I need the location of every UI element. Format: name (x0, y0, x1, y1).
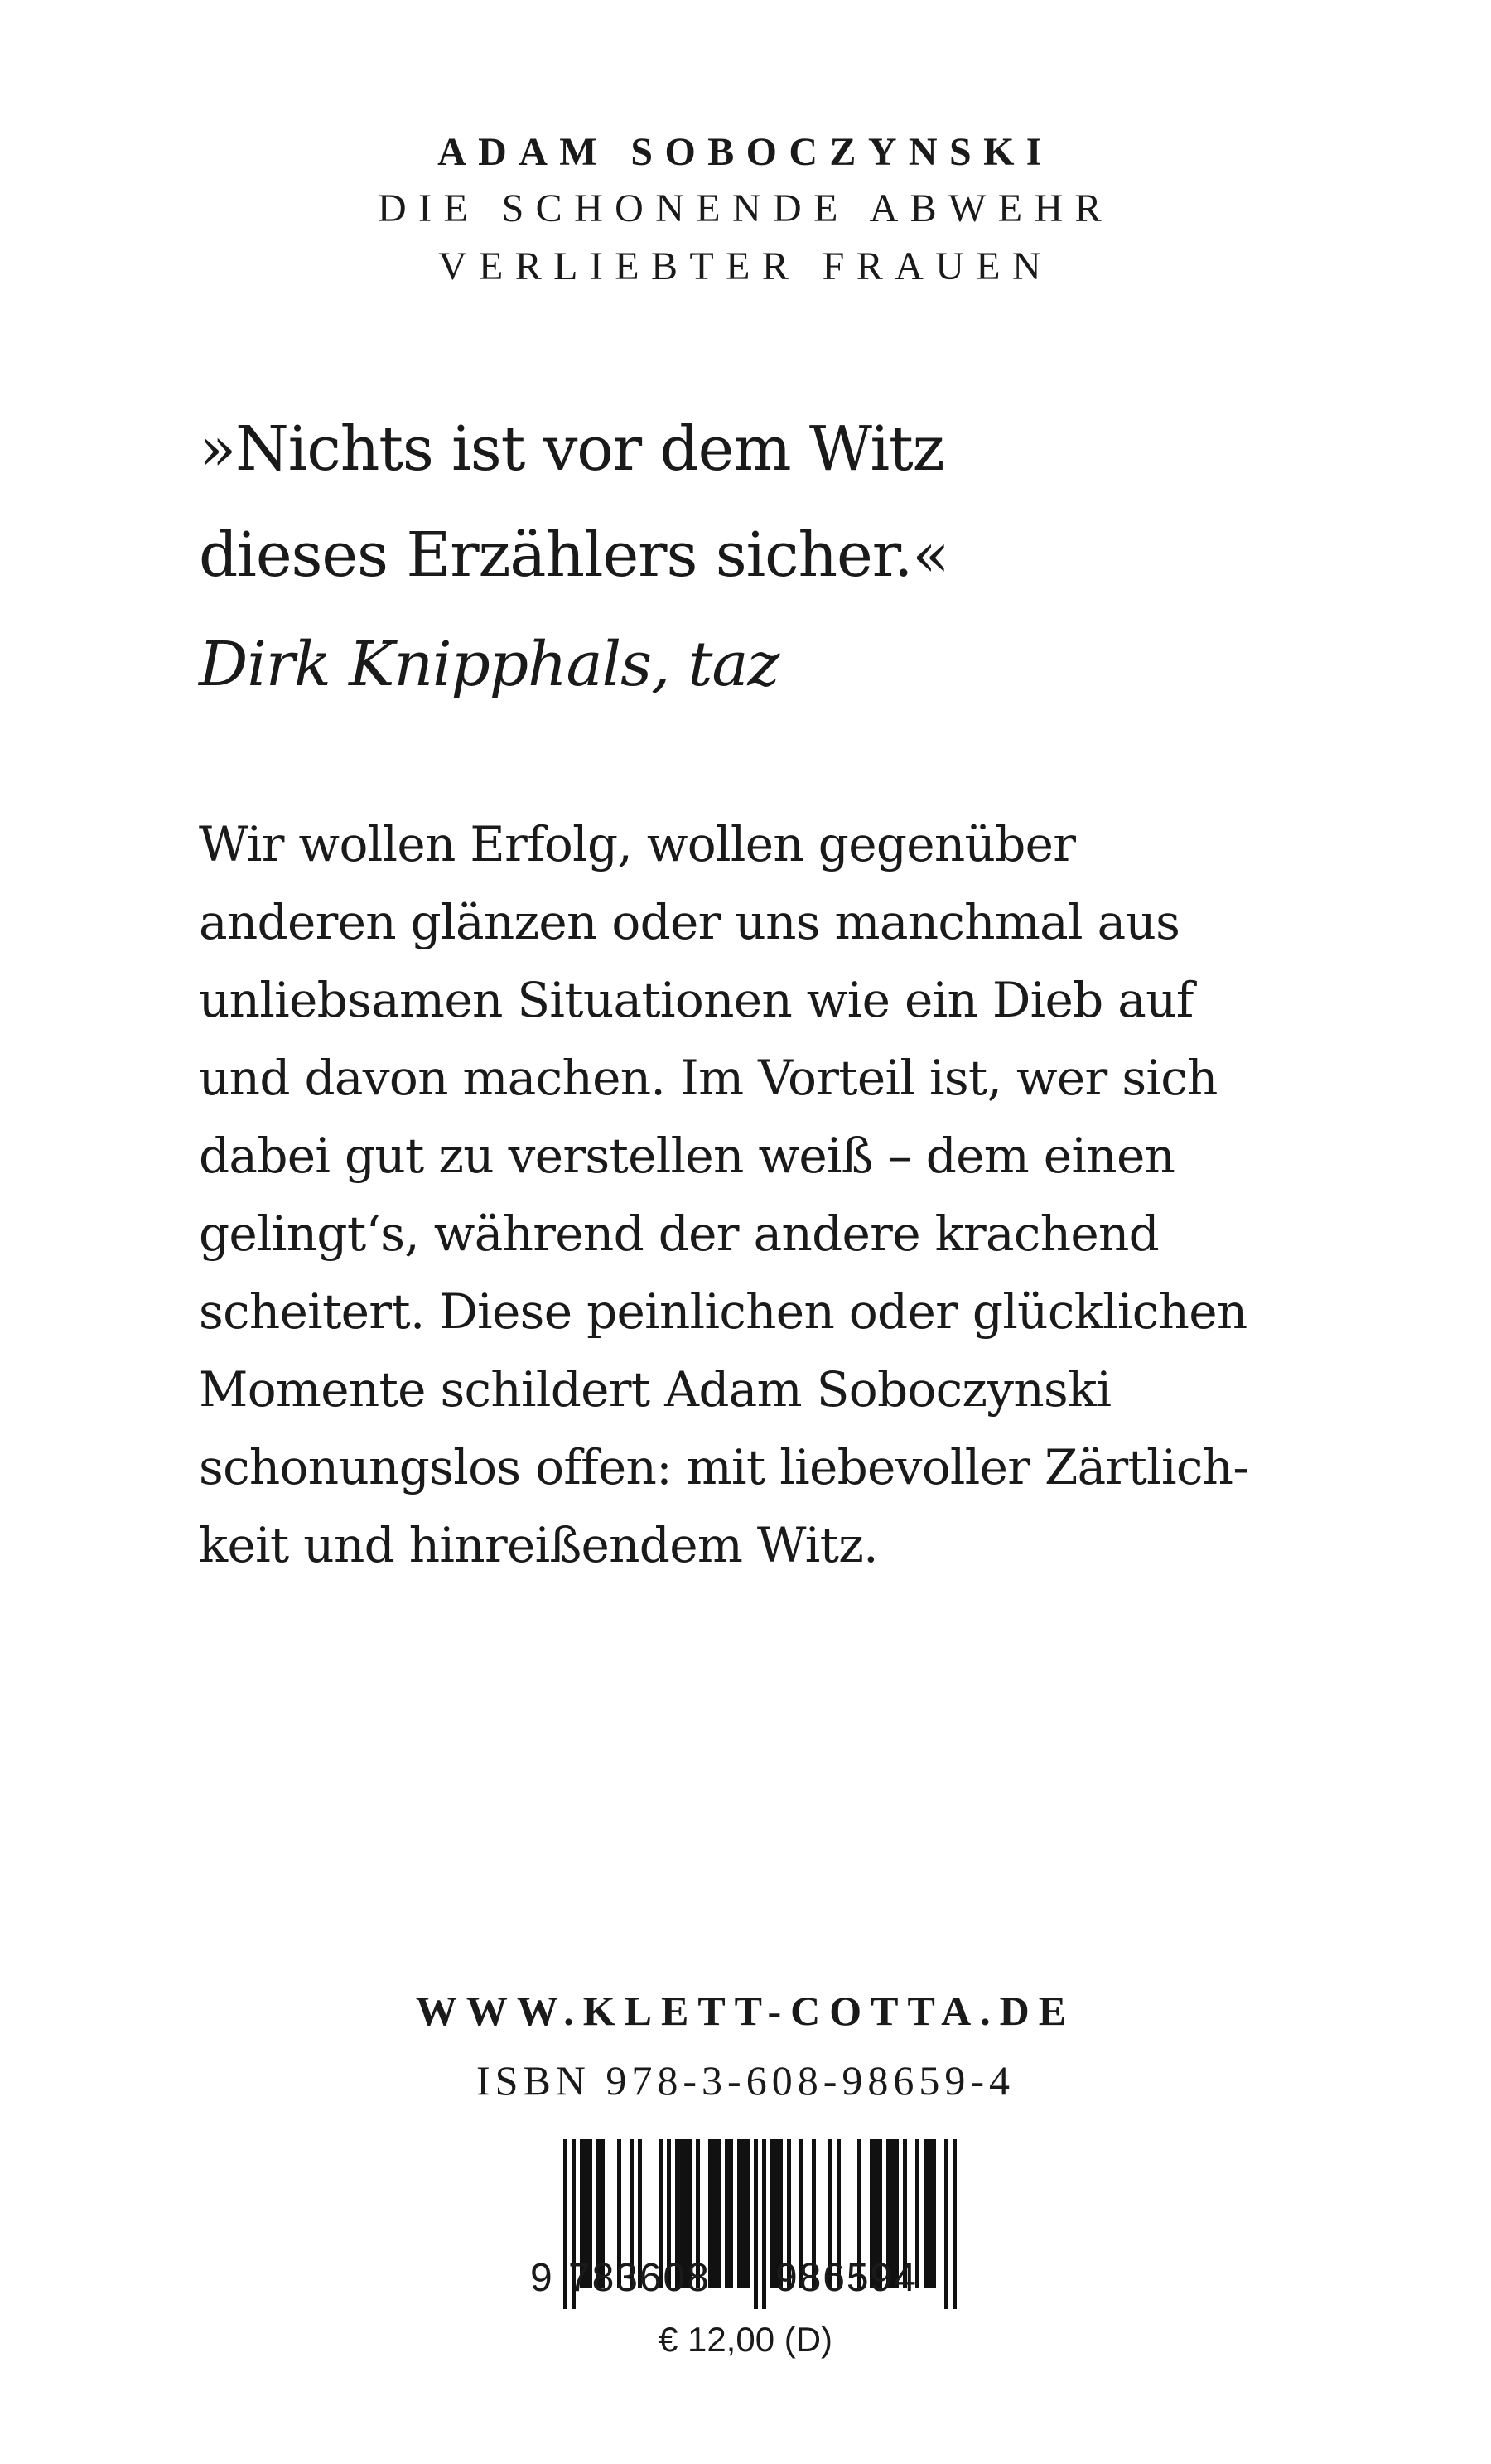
book-title-line-1: DIE SCHONENDE ABWEHR (378, 186, 1113, 230)
barcode-bar (741, 2139, 746, 2288)
price-label: € 12,00 (D) (658, 2320, 833, 2359)
blurb-line: anderen glänzen oder uns manchmal aus (199, 894, 1180, 950)
barcode-digit-group-left: 783608 (568, 2256, 711, 2300)
isbn-text: ISBN 978-3-608-98659-4 (475, 2057, 1016, 2104)
barcode-bar (754, 2139, 758, 2309)
barcode-bar (725, 2139, 729, 2288)
barcode-bar (563, 2139, 567, 2309)
quote-line-2: dieses Erzählers sicher.« (199, 519, 949, 591)
barcode-bar (712, 2139, 717, 2288)
book-title-line-2: VERLIEBTER FRAUEN (437, 244, 1054, 288)
barcode-bar (944, 2139, 948, 2309)
barcode-bar (717, 2139, 721, 2288)
publisher-url: WWW.KLETT-COTTA.DE (415, 1988, 1076, 2034)
blurb-line: dabei gut zu verstellen weiß – dem einen (199, 1128, 1175, 1184)
barcode-bar (932, 2139, 936, 2288)
quote-line-1: »Nichts ist vor dem Witz (199, 413, 944, 485)
press-quote (199, 396, 1358, 717)
blurb-line: Momente schildert Adam Soboczynski (199, 1361, 1112, 1418)
barcode-bar (953, 2139, 957, 2309)
blurb-line: unliebsamen Situationen wie ein Dieb auf (199, 972, 1194, 1028)
author-name: ADAM SOBOCZYNSKI (437, 130, 1054, 174)
blurb-line: scheitert. Diese peinlichen oder glücklichen (199, 1283, 1247, 1340)
quote-attribution: Dirk Knipphals, taz (199, 629, 779, 700)
barcode-bar (770, 2139, 774, 2288)
blurb-line: keit und hinreißendem Witz. (199, 1517, 878, 1573)
barcode-bar (924, 2139, 928, 2288)
blurb-line: schonungslos offen: mit liebevoller Zärtlich- (199, 1439, 1249, 1495)
barcode-bar (737, 2139, 741, 2288)
blurb-line: Wir wollen Erfolg, wollen gegenüber (199, 816, 1076, 872)
barcode-digit-first: 9 (530, 2256, 554, 2300)
book-header (0, 130, 1491, 305)
blurb-line: gelingt‘s, während der andere krachend (199, 1205, 1160, 1262)
blurb-text (199, 805, 1400, 1584)
blurb-line: und davon machen. Im Vorteil ist, wer sich (199, 1050, 1218, 1106)
barcode-bar (729, 2139, 733, 2288)
barcode-bar (762, 2139, 766, 2309)
barcode-digit-group-right: 986594 (775, 2256, 918, 2300)
barcode-bar (928, 2139, 932, 2288)
barcode-bar (746, 2139, 750, 2288)
